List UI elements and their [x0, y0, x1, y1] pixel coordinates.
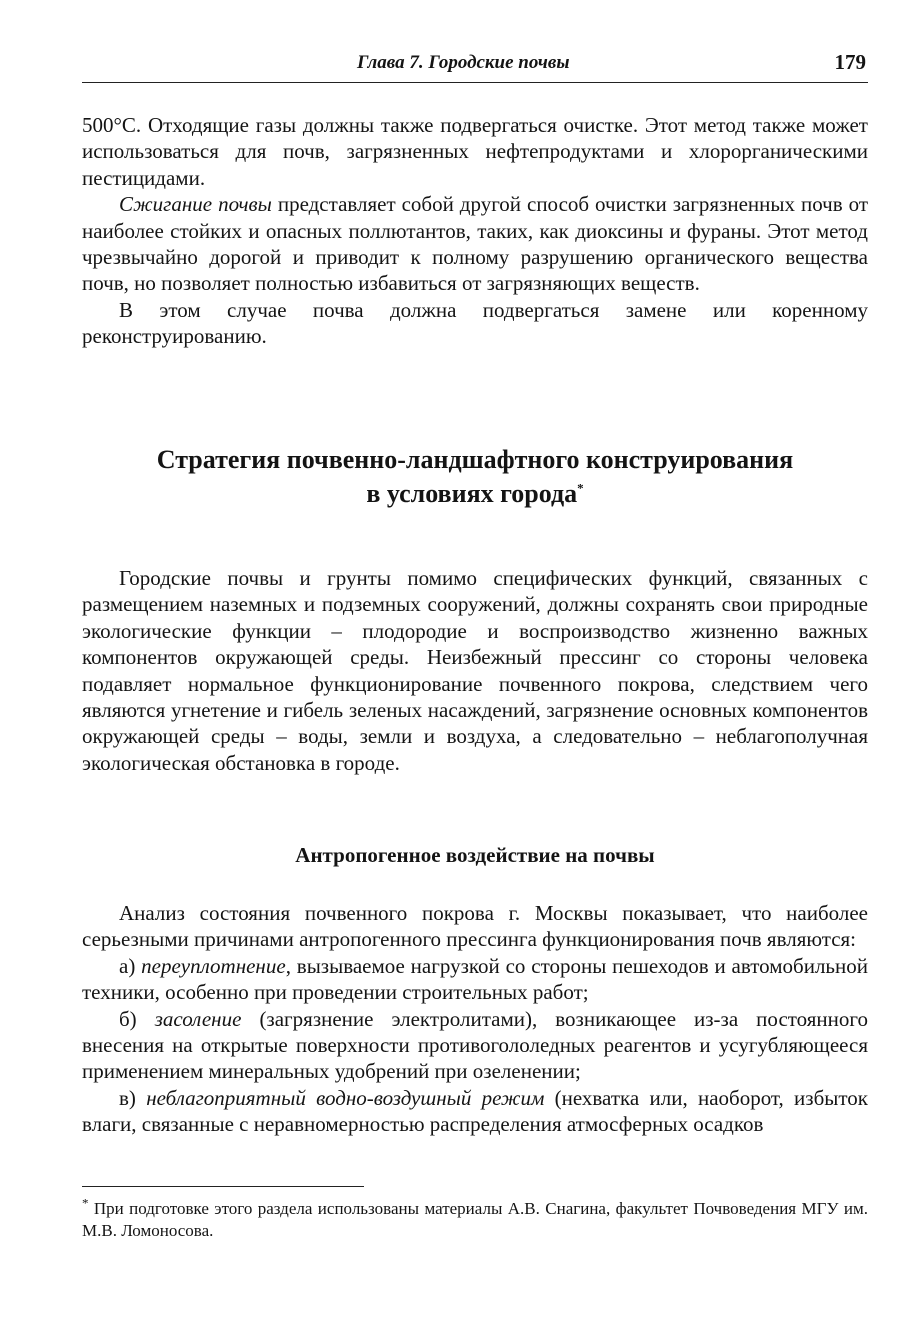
footnote-marker: *	[577, 480, 584, 496]
subsection-text	[82, 900, 868, 1138]
running-header	[82, 52, 868, 82]
footnote-marker: *	[82, 1195, 89, 1211]
page-number: 179	[834, 50, 866, 74]
paragraph: В этом случае почва должна подвергаться замене или коренному реконструированию.	[82, 297, 868, 349]
list-marker: в)	[119, 1085, 147, 1110]
emphasis: Сжигание почвы	[119, 192, 272, 217]
chapter-title: Глава 7. Городские почвы	[357, 52, 570, 73]
emphasis: неблагоприятный водно-воздушный режим	[146, 1085, 545, 1110]
footnote-rule	[82, 1186, 364, 1187]
list-item-text: , вызываемое нагрузкой со стороны пешеходов и автомобильной техники, особенно при проведении строительных работ;	[82, 953, 868, 1005]
list-marker: а)	[119, 953, 142, 978]
footnote-text: При подготовке этого раздела использованы материалы А.В. Снагина, факультет Почвоведения МГУ им. М.В. Ломоносова.	[82, 1199, 868, 1240]
paragraph: Городские почвы и грунты помимо специфических функций, связанных с размещением наземных и подземных сооружений, должны сохранять свои природные экологические функции – плодородие и воспроизводство жизненно важных компонентов окружающей среды. Неизбежный прессинг со стороны человека подавляет нормальное функционирование почвенного покрова, следствием чего являются угнетение и гибель зеленых насаждений, загрязнение основных компонентов окружающей среды – воды, земли и воздуха, а следовательно – неблагополучная экологическая обстановка в городе.	[82, 566, 868, 775]
list-item-text: (загрязнение электролитами), возникающее из-за постоянного внесения на открытые поверхности противогололедных реагентов и усугубляющееся применением минеральных удобрений при озеленении;	[82, 1006, 868, 1084]
emphasis: засоление	[154, 1006, 242, 1031]
section-heading-text: в условиях города	[366, 479, 578, 508]
header-rule	[82, 82, 868, 83]
subsection-heading: Антропогенное воздействие на почвы	[295, 843, 655, 867]
footnote	[82, 1195, 868, 1242]
emphasis: переуплотнение	[141, 953, 286, 978]
list-item-text: (нехватка или, наоборот, избыток влаги, связанные с неравномерностью распределения атмосферных осадков	[82, 1085, 868, 1137]
section-heading	[82, 443, 868, 511]
list-marker: б)	[119, 1006, 155, 1031]
list-item	[82, 1006, 868, 1085]
paragraph	[82, 191, 868, 297]
list-item	[82, 1085, 868, 1138]
section-intro	[82, 565, 868, 776]
list-item	[82, 953, 868, 1006]
paragraph: Анализ состояния почвенного покрова г. Москвы показывает, что наиболее серьезными причинами антропогенного прессинга функционирования почв являются:	[82, 901, 868, 952]
section-heading-line: Стратегия почвенно-ландшафтного конструирования	[156, 445, 794, 474]
paragraph-text: представляет собой другой способ очистки загрязненных почв от наиболее стойких и опасных поллютантов, таких, как диоксины и фураны. Этот метод чрезвычайно дорогой и приводит к полному разрушению органического вещества почв, но позволяет полностью избавиться от загрязняющих веществ.	[82, 192, 868, 296]
section-heading-line	[82, 477, 868, 511]
paragraph: 500°С. Отходящие газы должны также подвергаться очистке. Этот метод также может использоваться для почв, загрязненных нефтепродуктами и хлорорганическими пестицидами.	[82, 113, 868, 190]
continued-text	[82, 112, 868, 350]
